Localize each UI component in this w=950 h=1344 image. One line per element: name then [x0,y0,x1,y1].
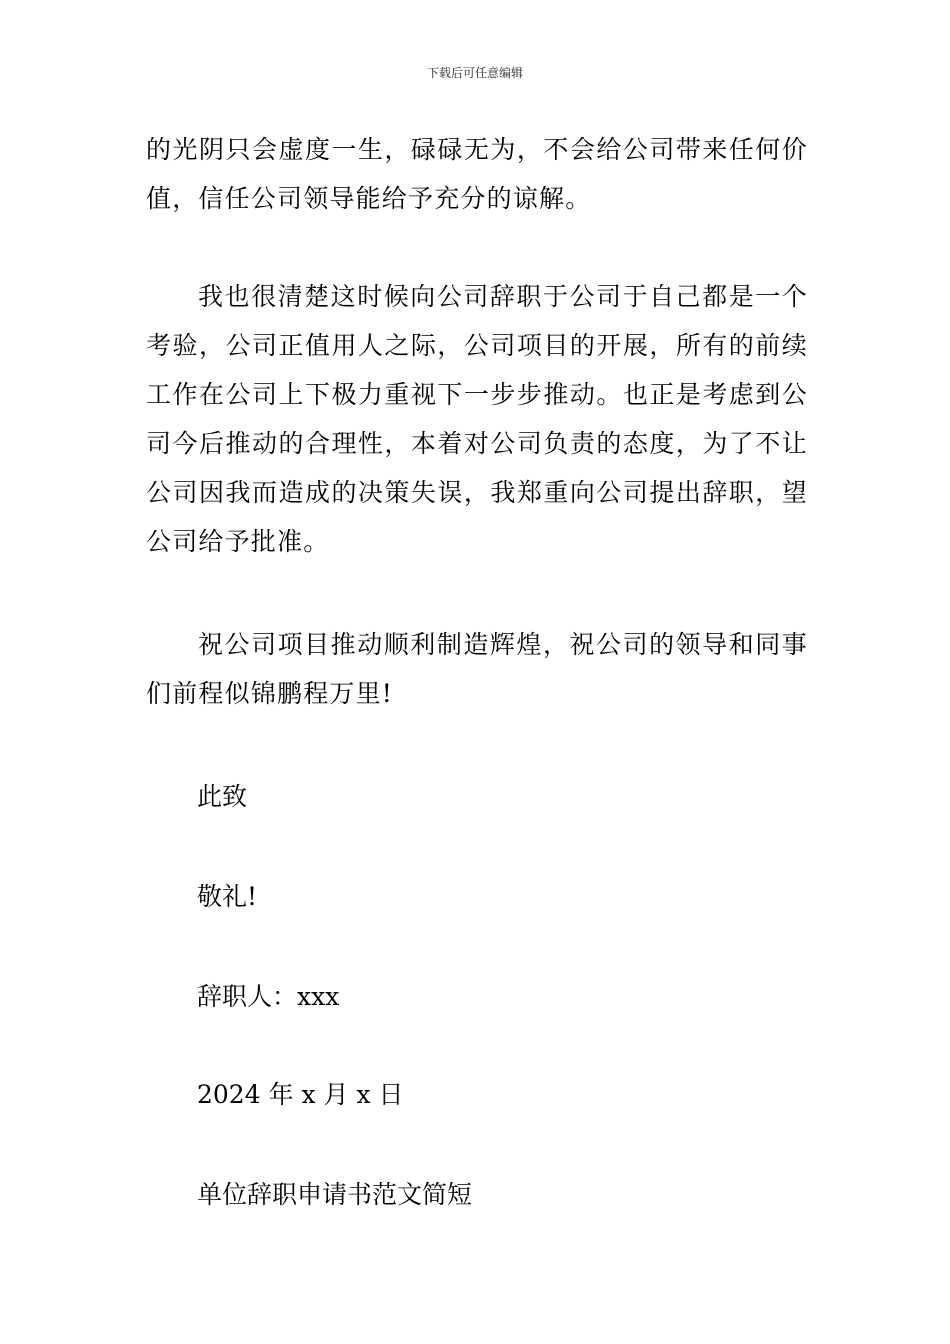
signer-line: 辞职人：xxx [197,982,340,1011]
page-header-note: 下载后可任意编辑 [426,66,523,80]
closing-salutation: 此致 [197,782,248,811]
paragraph-continuation: 的光阴只会虚度一生，碌碌无为，不会给公司带来任何价值，信任公司领导能给予充分的谅解。 [146,135,808,213]
next-section-title: 单位辞职申请书范文简短 [197,1180,473,1209]
paragraph-reason: 我也很清楚这时候向公司辞职于公司于自己都是一个考验，公司正值用人之际，公司项目的开展，所有的前续工作在公司上下极力重视下一步步推动。也正是考虑到公司今后推动的合理性，本着对公司负责的态度，为了不让公司因我而造成的决策失误，我郑重向公司提出辞职，望公司给予批准。 [146,282,808,556]
date-line: 2024 年 x 月 x 日 [197,1080,404,1109]
paragraph-wishes: 祝公司项目推动顺利制造辉煌，祝公司的领导和同事们前程似锦鹏程万里! [146,630,808,708]
closing-regards: 敬礼! [197,882,258,911]
